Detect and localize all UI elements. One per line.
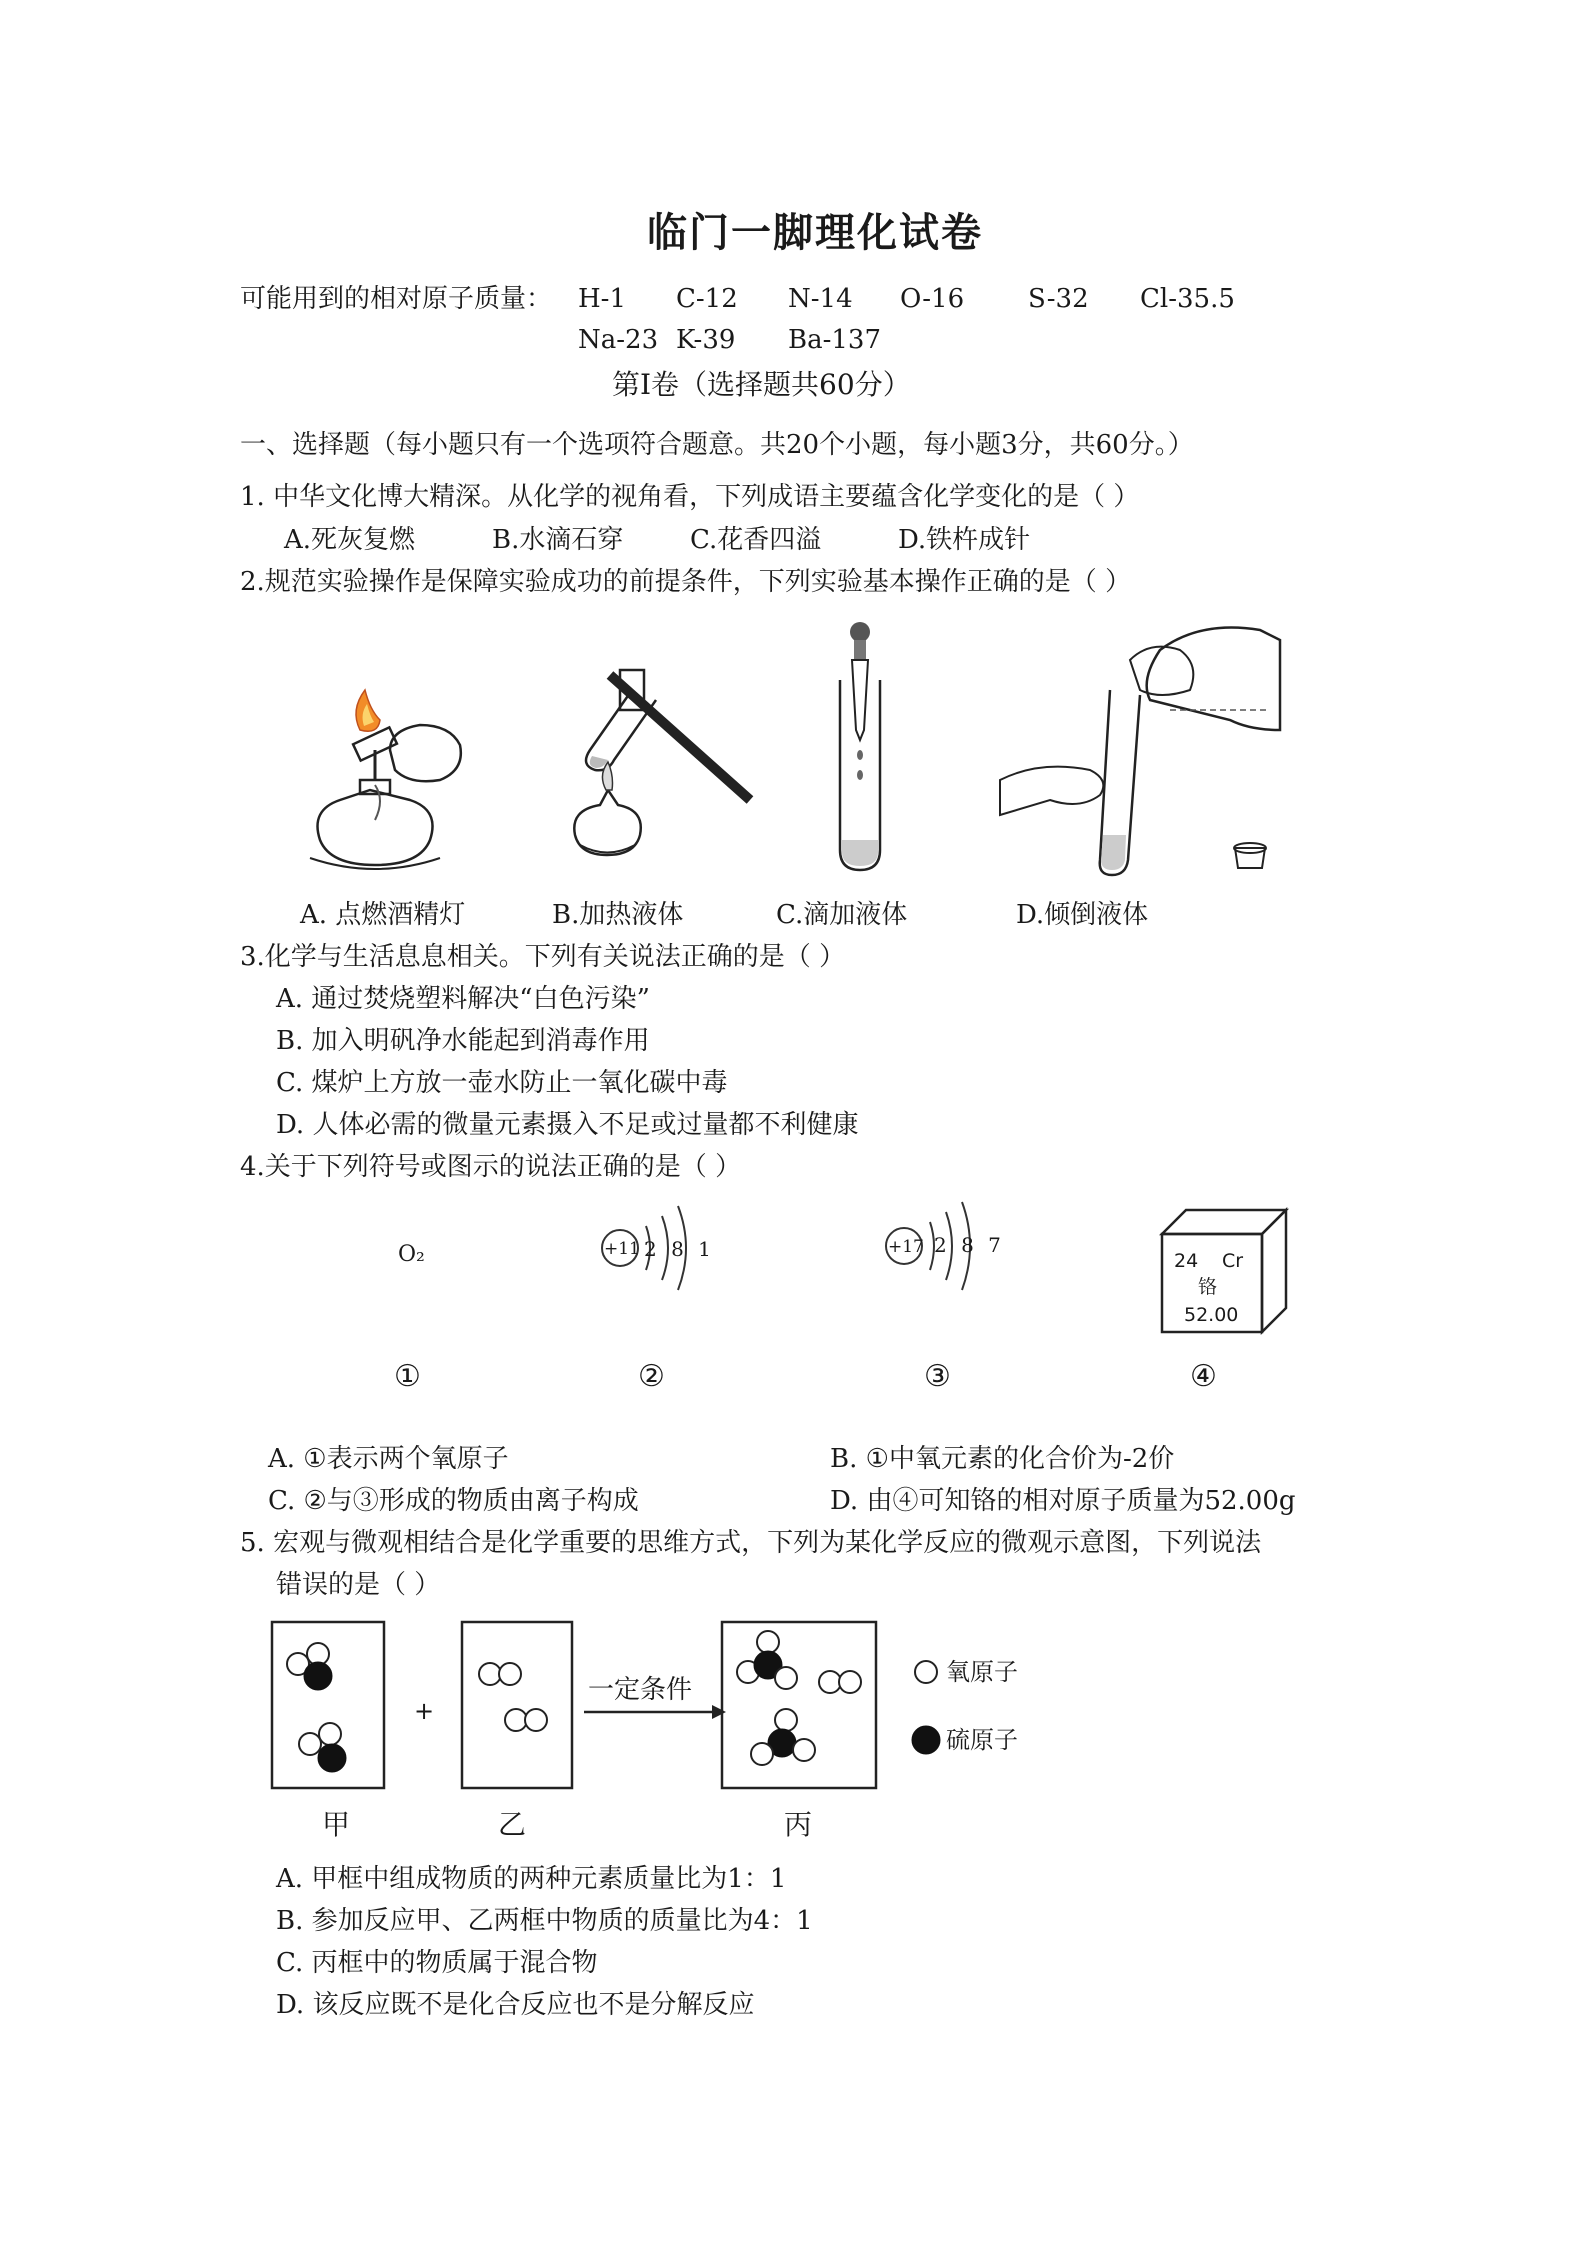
legend-oxygen-label: 氧原子 bbox=[946, 1658, 1018, 1686]
q4-label-1: ① bbox=[394, 1359, 421, 1394]
sodium-nucleus: +11 bbox=[604, 1239, 640, 1259]
q2-option-c: C.滴加液体 bbox=[776, 900, 908, 930]
atomic-mass-na: Na-23 bbox=[578, 325, 659, 355]
q3-option-d: D. 人体必需的微量元素摄入不足或过量都不利健康 bbox=[276, 1110, 859, 1140]
q3-option-b: B. 加入明矾净水能起到消毒作用 bbox=[276, 1026, 650, 1056]
atomic-mass-o: O-16 bbox=[900, 284, 965, 314]
reaction-diagram bbox=[270, 1620, 1100, 1810]
heating-liquid-figure bbox=[540, 660, 760, 880]
atomic-mass-k: K-39 bbox=[676, 325, 736, 355]
atomic-mass-cl: Cl-35.5 bbox=[1140, 284, 1235, 314]
dropping-liquid-figure bbox=[830, 620, 890, 875]
chlorine-shells: 2 8 7 bbox=[934, 1233, 1005, 1257]
q1-option-c: C.花香四溢 bbox=[690, 525, 822, 555]
q2-stem: 2.规范实验操作是保障实验成功的前提条件，下列实验基本操作正确的是（ ） bbox=[240, 567, 1132, 597]
q4-stem: 4.关于下列符号或图示的说法正确的是（ ） bbox=[240, 1152, 742, 1182]
q5-option-b: B. 参加反应甲、乙两框中物质的质量比为4：1 bbox=[276, 1906, 813, 1936]
q1-stem: 1. 中华文化博大精深。从化学的视角看，下列成语主要蕴含化学变化的是（ ） bbox=[240, 482, 1140, 512]
atomic-mass-label: 可能用到的相对原子质量： bbox=[240, 284, 553, 314]
q2-option-d: D.倾倒液体 bbox=[1016, 900, 1149, 930]
q2-option-b: B.加热液体 bbox=[552, 900, 684, 930]
page-title: 临门一脚理化试卷 bbox=[647, 209, 983, 256]
atomic-mass-c: C-12 bbox=[676, 284, 738, 314]
q3-stem: 3.化学与生活息息相关。下列有关说法正确的是（ ） bbox=[240, 942, 846, 972]
alcohol-lamp-figure bbox=[300, 690, 480, 880]
legend-sulfur-label: 硫原子 bbox=[946, 1726, 1018, 1754]
q1-option-d: D.铁杵成针 bbox=[898, 525, 1031, 555]
q4-label-3: ③ bbox=[924, 1359, 951, 1394]
pouring-liquid-figure bbox=[1000, 620, 1290, 880]
q5-stem-line1: 5. 宏观与微观相结合是化学重要的思维方式，下列为某化学反应的微观示意图，下列说法 bbox=[240, 1528, 1262, 1558]
chromium-mass: 52.00 bbox=[1184, 1304, 1239, 1326]
q1-option-a: A.死灰复燃 bbox=[284, 525, 416, 555]
q4-option-d: D. 由④可知铬的相对原子质量为52.00g bbox=[830, 1486, 1296, 1516]
atomic-mass-s: S-32 bbox=[1028, 284, 1089, 314]
plus-sign: + bbox=[414, 1697, 435, 1725]
q4-label-2: ② bbox=[638, 1359, 665, 1394]
reaction-condition: 一定条件 bbox=[588, 1675, 693, 1705]
q4-label-4: ④ bbox=[1190, 1359, 1217, 1394]
sodium-shells: 2 8 1 bbox=[644, 1237, 715, 1261]
atomic-mass-ba: Ba-137 bbox=[788, 325, 882, 355]
q5-stem-line2: 错误的是（ ） bbox=[276, 1570, 441, 1600]
box-label-bing: 丙 bbox=[784, 1808, 813, 1841]
chromium-symbol: Cr bbox=[1222, 1250, 1244, 1272]
q5-option-d: D. 该反应既不是化合反应也不是分解反应 bbox=[276, 1990, 755, 2020]
q5-option-a: A. 甲框中组成物质的两种元素质量比为1：1 bbox=[276, 1864, 787, 1894]
box-label-yi: 乙 bbox=[498, 1808, 527, 1841]
chromium-number: 24 bbox=[1174, 1250, 1199, 1272]
q5-option-c: C. 丙框中的物质属于混合物 bbox=[276, 1948, 598, 1978]
q3-option-c: C. 煤炉上方放一壶水防止一氧化碳中毒 bbox=[276, 1068, 728, 1098]
part-heading: 一、选择题（每小题只有一个选项符合题意。共20个小题，每小题3分，共60分。） bbox=[240, 430, 1194, 460]
atomic-mass-h: H-1 bbox=[578, 284, 627, 314]
q4-option-b: B. ①中氧元素的化合价为-2价 bbox=[830, 1444, 1175, 1474]
box-label-jia: 甲 bbox=[322, 1808, 351, 1841]
q4-option-a: A. ①表示两个氧原子 bbox=[268, 1444, 509, 1474]
q4-formula: O₂ bbox=[398, 1242, 425, 1267]
chlorine-nucleus: +17 bbox=[888, 1237, 924, 1257]
q4-option-c: C. ②与③形成的物质由离子构成 bbox=[268, 1486, 639, 1516]
section-title: 第Ⅰ卷（选择题共60分） bbox=[612, 368, 911, 401]
q3-option-a: A. 通过焚烧塑料解决“白色污染” bbox=[276, 984, 650, 1014]
q2-option-a: A. 点燃酒精灯 bbox=[300, 900, 466, 930]
atomic-mass-n: N-14 bbox=[788, 284, 853, 314]
q1-option-b: B.水滴石穿 bbox=[492, 525, 624, 555]
chromium-name: 铬 bbox=[1198, 1276, 1218, 1298]
